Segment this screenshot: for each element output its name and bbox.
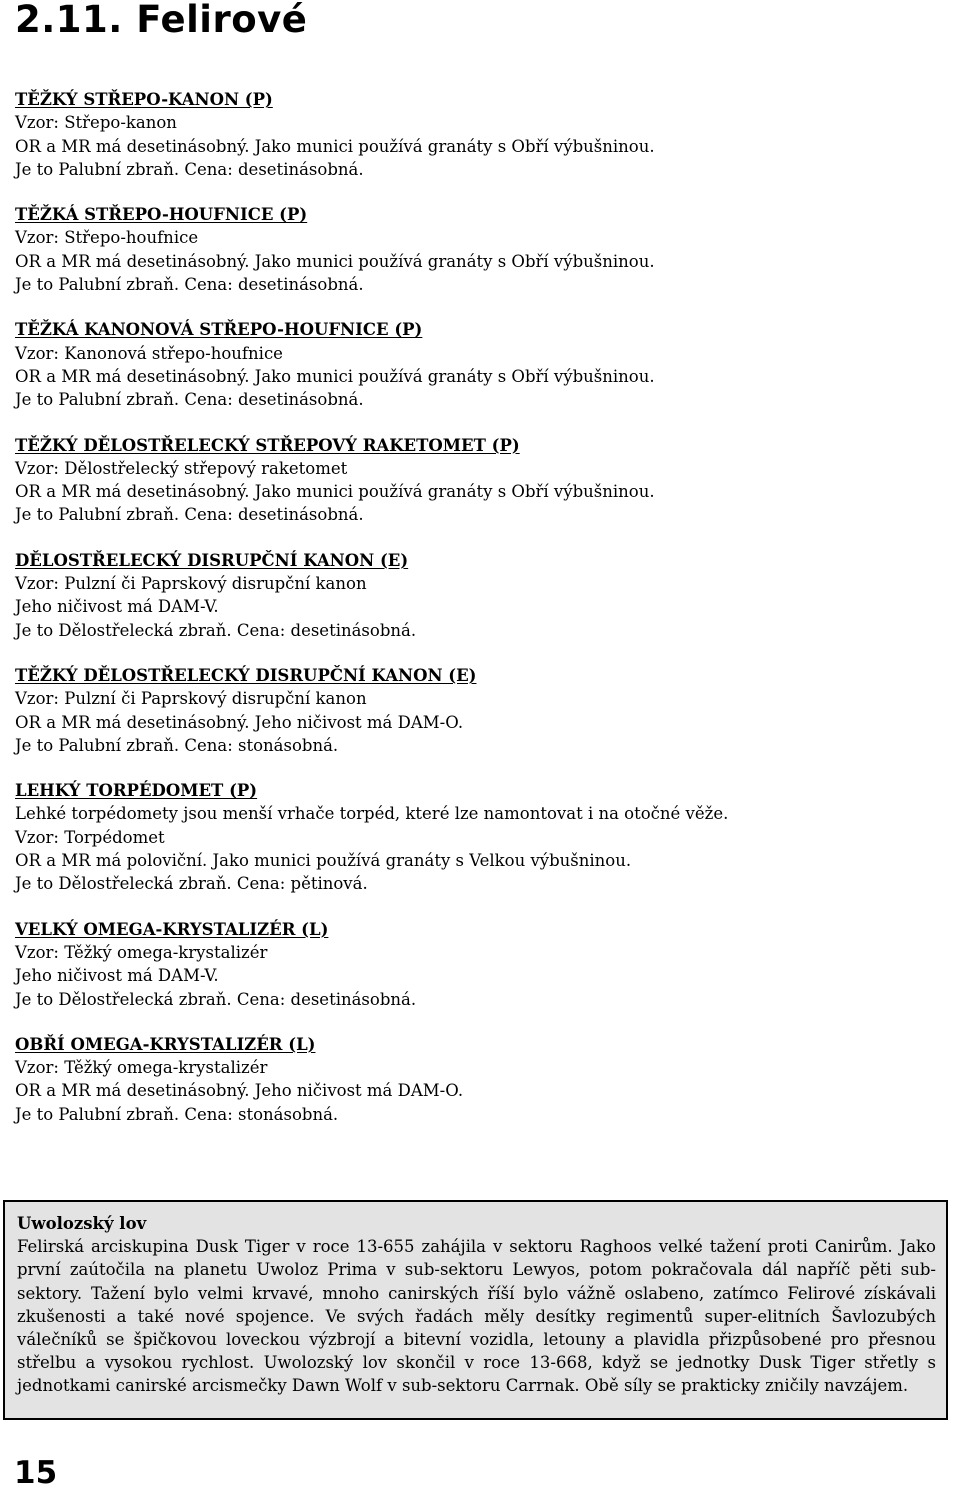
weapon-name: TĚŽKÝ STŘEPO-KANON (P) [15,90,273,109]
weapon-entry [15,203,945,296]
weapon-entry [15,918,945,1011]
weapon-entry [15,664,945,757]
weapon-name: VELKÝ OMEGA-KRYSTALIZÉR (L) [15,919,329,939]
weapon-entry [15,434,945,527]
weapon-name: TĚŽKÝ DĚLOSTŘELECKÝ DISRUPČNÍ KANON (E) [15,665,477,685]
weapon-line: Vzor: Pulzní či Paprskový disrupční kanon [15,689,367,709]
weapon-line: Je to Palubní zbraň. Cena: desetinásobná. [15,505,364,525]
weapon-line: OR a MR má desetinásobný. Jeho ničivost má DAM-O. [15,1081,464,1101]
weapon-entry [15,779,945,895]
weapon-line: Vzor: Kanonová střepo-houfnice [15,343,283,363]
weapon-name: DĚLOSTŘELECKÝ DISRUPČNÍ KANON (E) [15,550,409,570]
weapon-list [15,88,945,1148]
weapon-line: OR a MR má desetinásobný. Jako munici používá granáty s Obří výbušninou. [15,136,655,156]
weapon-line: Vzor: Střepo-houfnice [15,228,199,248]
weapon-line: Je to Palubní zbraň. Cena: desetinásobná. [15,390,364,410]
page-number: 15 [14,1455,58,1491]
weapon-line: Je to Dělostřelecká zbraň. Cena: desetinásobná. [15,620,417,640]
weapon-line: Lehké torpédomety jsou menší vrhače torpéd, které lze namontovat i na otočné věže. [15,804,729,824]
weapon-entry [15,549,945,642]
weapon-line: Vzor: Těžký omega-krystalizér [15,942,268,962]
lore-text: Felirská arciskupina Dusk Tiger v roce 13-655 zahájila v sektoru Raghoos velké tažení proti Canirům. Jako první zaútočila na planetu Uwoloz Prima v sub-sektoru Lewyos, potom pokračovala dál napříč pěti sub-sektory. Tažení bylo velmi krvavé, mnoho canirských říší bylo vážně oslabeno, zatímco Felirové získávali zkušenosti a také nové spojence. Ve svých řadách měly desítky regimentů super-elitních Šavlozubých válečníků se špičkovou loveckou výzbrojí a bitevní vozidla, letouny a plavidla přizpůsobené pro přesnou střelbu a vysokou rychlost. Uwolozský lov skončil v roce 13-668, když se jednotky Dusk Tiger střetly s jednotkami canirské arcismečky Dawn Wolf v sub-sektoru Carrnak. Obě síly se prakticky zničily navzájem. [17,1237,936,1396]
weapon-line: Je to Palubní zbraň. Cena: stonásobná. [15,1104,339,1124]
lore-title: Uwolozský lov [17,1214,147,1233]
weapon-name: LEHKÝ TORPÉDOMET (P) [15,781,258,801]
weapon-line: Je to Dělostřelecká zbraň. Cena: desetinásobná. [15,989,417,1009]
weapon-line: Vzor: Těžký omega-krystalizér [15,1058,268,1078]
weapon-name: TĚŽKÁ STŘEPO-HOUFNICE (P) [15,205,308,225]
weapon-line: Vzor: Dělostřelecký střepový raketomet [15,458,348,478]
weapon-line: OR a MR má desetinásobný. Jako munici používá granáty s Obří výbušninou. [15,366,655,386]
weapon-entry [15,88,945,181]
weapon-line: OR a MR má poloviční. Jako munici používá granáty s Velkou výbušninou. [15,851,632,871]
lore-box [3,1200,948,1420]
weapon-name: TĚŽKÝ DĚLOSTŘELECKÝ STŘEPOVÝ RAKETOMET (P) [15,435,520,455]
weapon-line: OR a MR má desetinásobný. Jako munici používá granáty s Obří výbušninou. [15,251,655,271]
weapon-line: Jeho ničivost má DAM-V. [15,966,219,986]
weapon-name: TĚŽKÁ KANONOVÁ STŘEPO-HOUFNICE (P) [15,320,423,340]
weapon-entry [15,318,945,411]
weapon-entry [15,1033,945,1126]
weapon-line: OR a MR má desetinásobný. Jeho ničivost má DAM-O. [15,712,464,732]
weapon-line: Vzor: Pulzní či Paprskový disrupční kanon [15,574,367,594]
weapon-line: Je to Dělostřelecká zbraň. Cena: pětinová. [15,874,368,894]
weapon-line: Je to Palubní zbraň. Cena: desetinásobná. [15,159,364,179]
weapon-line: Vzor: Torpédomet [15,827,165,847]
weapon-line: OR a MR má desetinásobný. Jako munici používá granáty s Obří výbušninou. [15,482,655,502]
page-heading: 2.11. Felirové [15,0,308,41]
weapon-line: Jeho ničivost má DAM-V. [15,597,219,617]
weapon-line: Je to Palubní zbraň. Cena: stonásobná. [15,735,339,755]
weapon-line: Je to Palubní zbraň. Cena: desetinásobná. [15,275,364,295]
weapon-name: OBŘÍ OMEGA-KRYSTALIZÉR (L) [15,1034,316,1054]
weapon-line: Vzor: Střepo-kanon [15,113,177,133]
